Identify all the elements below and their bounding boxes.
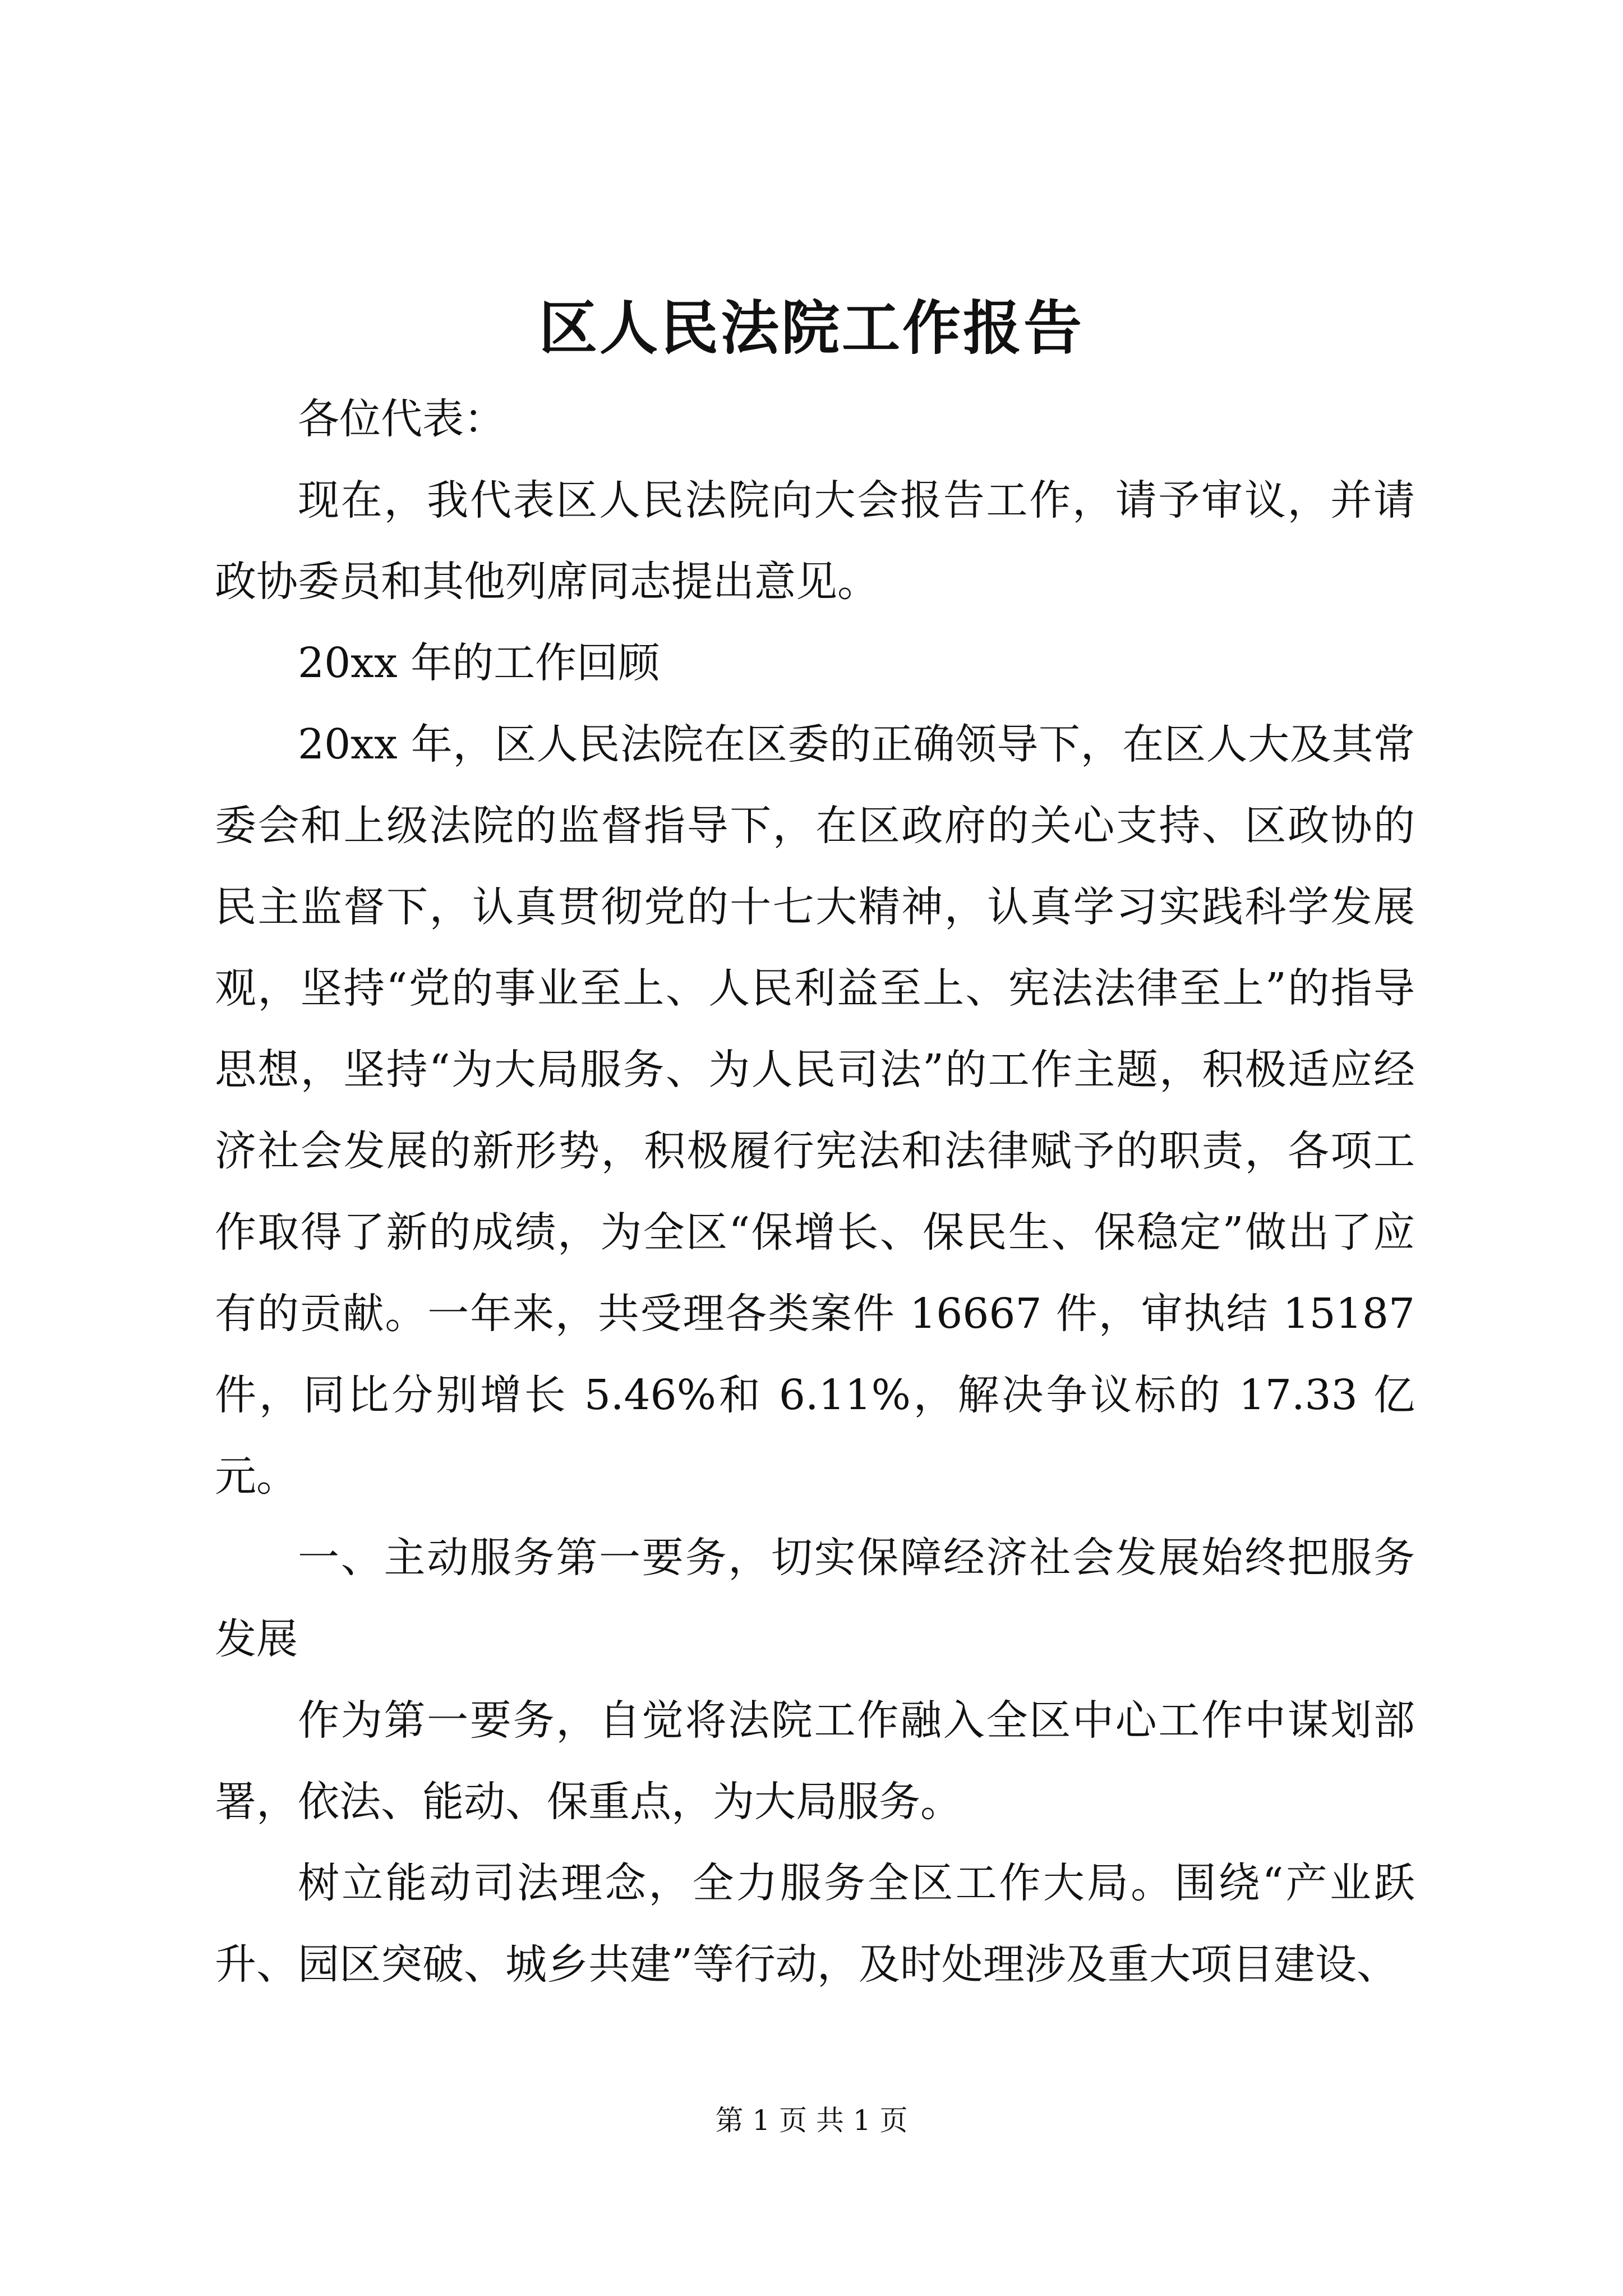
section-heading-review: 20xx 年的工作回顾	[298, 639, 660, 687]
page-footer: 第 1 页 共 1 页	[715, 2104, 908, 2137]
paragraph-first-task: 作为第一要务，自觉将法院工作融入全区中心工作中谋划部署，依法、能动、保重点，为大局服务。	[215, 1696, 1415, 1826]
paragraph-salutation: 各位代表：	[298, 395, 505, 443]
paragraph-intro: 现在，我代表区人民法院向大会报告工作，请予审议，并请政协委员和其他列席同志提出意见。	[215, 476, 1415, 606]
document-body	[215, 379, 1415, 2005]
document-title: 区人民法院工作报告	[538, 293, 1084, 362]
paragraph-active-justice: 树立能动司法理念，全力服务全区工作大局。围绕“产业跃升、园区突破、城乡共建”等行动，及时处理涉及重大项目建设、	[215, 1859, 1415, 1989]
paragraph-review: 20xx 年，区人民法院在区委的正确领导下，在区人大及其常委会和上级法院的监督指导下，在区政府的关心支持、区政协的民主监督下，认真贯彻党的十七大精神，认真学习实践科学发展观，坚持“党的事业至上、人民利益至上、宪法法律至上”的指导思想，坚持“为大局服务、为人民司法”的工作主题，积极适应经济社会发展的新形势，积极履行宪法和法律赋予的职责，各项工作取得了新的成绩，为全区“保增长、保民生、保稳定”做出了应有的贡献。一年来，共受理各类案件 16667 件，审执结 15187 件，同比分别增长 5.46%和 6.11%，解决争议标的 17.33 亿元。	[215, 720, 1415, 1501]
section-heading-one: 一、主动服务第一要务，切实保障经济社会发展始终把服务发展	[215, 1534, 1415, 1663]
